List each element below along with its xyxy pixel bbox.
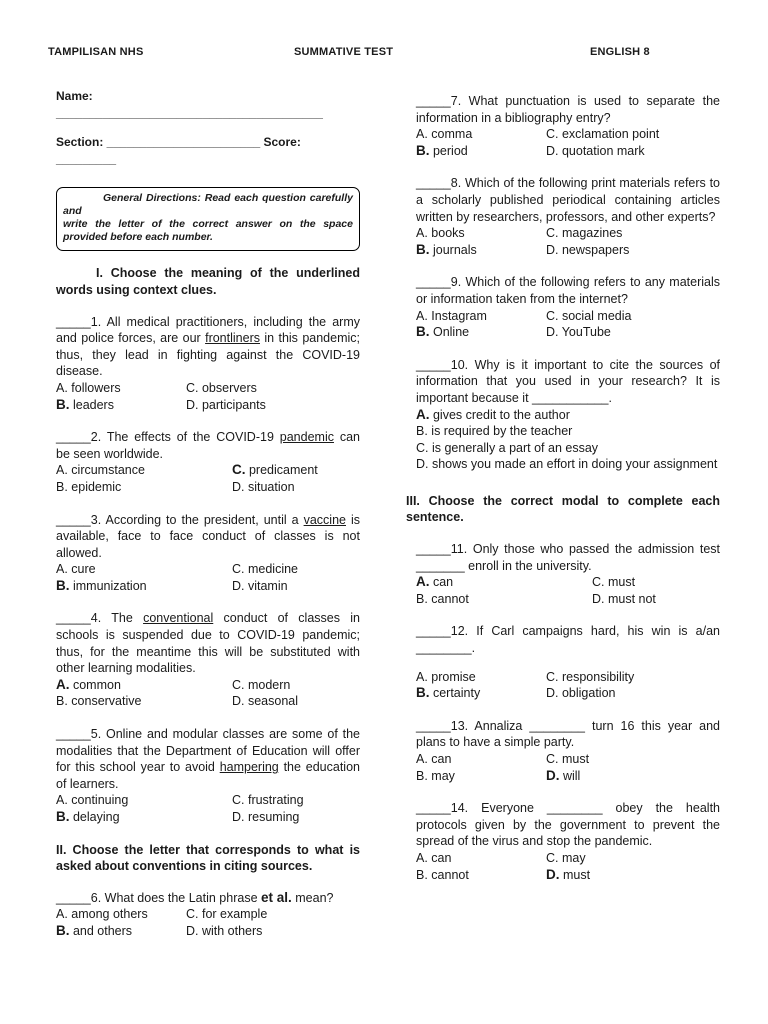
question-11 (416, 541, 720, 607)
section-3-title: III. Choose the correct modal to complete each sentence. (406, 493, 720, 525)
underlined-word: frontliners (205, 331, 260, 346)
test-title: SUMMATIVE TEST (294, 46, 394, 58)
option-d[interactable]: D. seasonal (232, 694, 299, 709)
option-b[interactable]: B. delaying (56, 809, 120, 824)
answer-options (416, 225, 720, 258)
question-stem: _____4. The conventional conduct of classes in schools is suspended due to COVID-19 pandemic; thus, for the meantime this will be substituted with other learning modalities. (56, 611, 360, 676)
option-c[interactable]: C. must (592, 575, 636, 590)
answer-options (416, 850, 720, 883)
directions-line-1: General Directions: Read each question carefully and (63, 192, 353, 218)
option-a[interactable]: A. Instagram (416, 308, 487, 323)
underlined-word: hampering (219, 760, 279, 775)
question-12 (416, 623, 720, 701)
question-stem: _____8. Which of the following print materials refers to a scholarly published periodical containing articles written by researchers, professors, and other experts? (416, 176, 720, 224)
option-a[interactable]: A. promise (416, 669, 476, 684)
option-c[interactable]: C. medicine (232, 562, 298, 577)
option-d[interactable]: D. shows you made an effort in doing your assignment (416, 457, 718, 472)
option-b[interactable]: B. cannot (416, 591, 469, 606)
question-2 (56, 429, 360, 495)
left-column (56, 88, 360, 956)
option-c[interactable]: C. for example (186, 907, 268, 922)
question-stem: _____7. What punctuation is used to separate the information in a bibliography entry? (416, 94, 720, 125)
question-stem: _____12. If Carl campaigns hard, his win is a/an ________. (416, 624, 720, 656)
question-stem: _____2. The effects of the COVID-19 pandemic can be seen worldwide. (56, 430, 360, 461)
option-c[interactable]: C. modern (232, 677, 291, 692)
directions-line-2: write the letter of the correct answer on the space provided before each number. (63, 218, 353, 244)
question-stem: _____6. What does the Latin phrase et al. mean? (56, 889, 334, 905)
option-d[interactable]: D. will (546, 767, 581, 783)
answer-options (56, 561, 360, 594)
section-1-title: I. Choose the meaning of the underlined words using context clues. (56, 266, 360, 297)
underlined-word: vaccine (303, 512, 346, 527)
answer-options (56, 792, 360, 825)
subject-name: ENGLISH 8 (590, 46, 650, 58)
option-a[interactable]: A. followers (56, 380, 121, 395)
school-name: TAMPILISAN NHS (48, 46, 144, 58)
option-d[interactable]: D. participants (186, 397, 266, 412)
answer-options (416, 669, 720, 702)
option-a[interactable]: A. gives credit to the author (416, 406, 570, 422)
option-a[interactable]: A. circumstance (56, 463, 145, 478)
option-c[interactable]: C. magazines (546, 226, 623, 241)
question-14 (416, 800, 720, 883)
answer-options (416, 308, 720, 341)
question-6 (56, 890, 360, 940)
option-c[interactable]: C. must (546, 752, 590, 766)
option-d[interactable]: D. must not (592, 591, 656, 606)
question-10 (416, 357, 720, 473)
option-d[interactable]: D. newspapers (546, 242, 630, 257)
option-d[interactable]: D. quotation mark (546, 143, 645, 158)
question-7 (416, 93, 720, 159)
option-a[interactable]: A. continuing (56, 793, 129, 808)
option-a[interactable]: A. among others (56, 907, 148, 922)
question-13 (416, 718, 720, 784)
name-field[interactable]: Name: ________________________________________ (56, 89, 323, 120)
option-d[interactable]: D. with others (186, 923, 263, 938)
question-stem: _____11. Only those who passed the admission test _______ enroll in the university. (416, 542, 720, 573)
underlined-word: pandemic (279, 430, 334, 445)
option-c[interactable]: C. may (546, 850, 586, 865)
answer-options (416, 126, 720, 159)
question-9 (416, 274, 720, 340)
option-c[interactable]: C. social media (546, 308, 632, 323)
option-d[interactable]: D. vitamin (232, 578, 288, 593)
option-b[interactable]: B. epidemic (56, 479, 122, 494)
question-stem: _____13. Annaliza ________ turn 16 this year and plans to have a simple party. (416, 718, 720, 750)
option-a[interactable]: A. can (416, 752, 452, 766)
answer-options (56, 906, 360, 939)
question-stem: _____9. Which of the following refers to any materials or information taken from the internet? (416, 275, 720, 306)
option-b[interactable]: B. leaders (56, 396, 114, 412)
option-c[interactable]: C. responsibility (546, 669, 635, 684)
option-b[interactable]: B. immunization (56, 577, 147, 593)
option-c[interactable]: C. exclamation point (546, 127, 660, 142)
option-b[interactable]: B. is required by the teacher (416, 424, 573, 439)
option-c[interactable]: C. frustrating (232, 793, 304, 808)
option-a[interactable]: A. cure (56, 562, 96, 577)
option-b[interactable]: B. journals (416, 241, 477, 257)
question-3 (56, 512, 360, 595)
option-d[interactable]: D. resuming (232, 810, 300, 824)
option-b[interactable]: B. may (416, 768, 455, 783)
option-d[interactable]: D. situation (232, 479, 295, 494)
question-stem: _____3. According to the president, until a vaccine is available, face to face conduct of classes is not allowed. (56, 512, 360, 560)
question-stem: _____5. Online and modular classes are some of the modalities that the Department of Education will offer for this school year to avoid hampering the education of learners. (56, 727, 360, 791)
right-column (406, 93, 720, 899)
underlined-word: conventional (143, 611, 214, 626)
option-d[interactable]: D. YouTube (546, 325, 611, 340)
bold-phrase: et al. (261, 889, 292, 905)
question-4 (56, 610, 360, 710)
section-score-field[interactable]: Section: _______________________ Score: _________ (56, 135, 301, 166)
option-c[interactable]: C. observers (186, 380, 257, 395)
option-b[interactable]: B. certainty (416, 685, 481, 701)
option-a[interactable]: A. common (56, 676, 121, 692)
option-a[interactable]: A. can (416, 850, 452, 865)
option-c[interactable]: C. is generally a part of an essay (416, 440, 599, 455)
option-b[interactable]: B. cannot (416, 867, 469, 882)
question-stem: _____10. Why is it important to cite the sources of information that you used in your research? It is important because it ___________. (416, 357, 720, 405)
question-1 (56, 314, 360, 414)
answer-options (416, 407, 720, 473)
option-a[interactable]: A. comma (416, 127, 473, 142)
question-stem: _____14. Everyone ________ obey the health protocols given by the government to prevent the spread of the virus and stop the pandemic. (416, 801, 720, 849)
question-8 (416, 175, 720, 258)
question-5 (56, 726, 360, 826)
answer-options (56, 462, 360, 495)
option-c[interactable]: C. predicament (232, 462, 318, 478)
option-a[interactable]: A. can (416, 574, 454, 590)
answer-options (416, 751, 720, 784)
option-a[interactable]: A. books (416, 226, 465, 241)
answer-options (56, 677, 360, 710)
answer-options (56, 380, 360, 413)
option-b[interactable]: B. conservative (56, 694, 142, 709)
option-b[interactable]: B. and others (56, 922, 133, 938)
option-b[interactable]: B. period (416, 142, 468, 158)
section-2-title: II. Choose the letter that corresponds to what is asked about conventions in citing sources. (56, 842, 360, 874)
answer-options (416, 574, 720, 607)
general-directions-box (56, 187, 360, 251)
option-b[interactable]: B. Online (416, 324, 470, 340)
option-d[interactable]: D. obligation (546, 686, 616, 701)
option-d[interactable]: D. must (546, 866, 591, 882)
question-stem: _____1. All medical practitioners, including the army and police forces, are our frontliners in this pandemic; thus, they lead in fighting against the COVID-19 disease. (56, 314, 360, 379)
